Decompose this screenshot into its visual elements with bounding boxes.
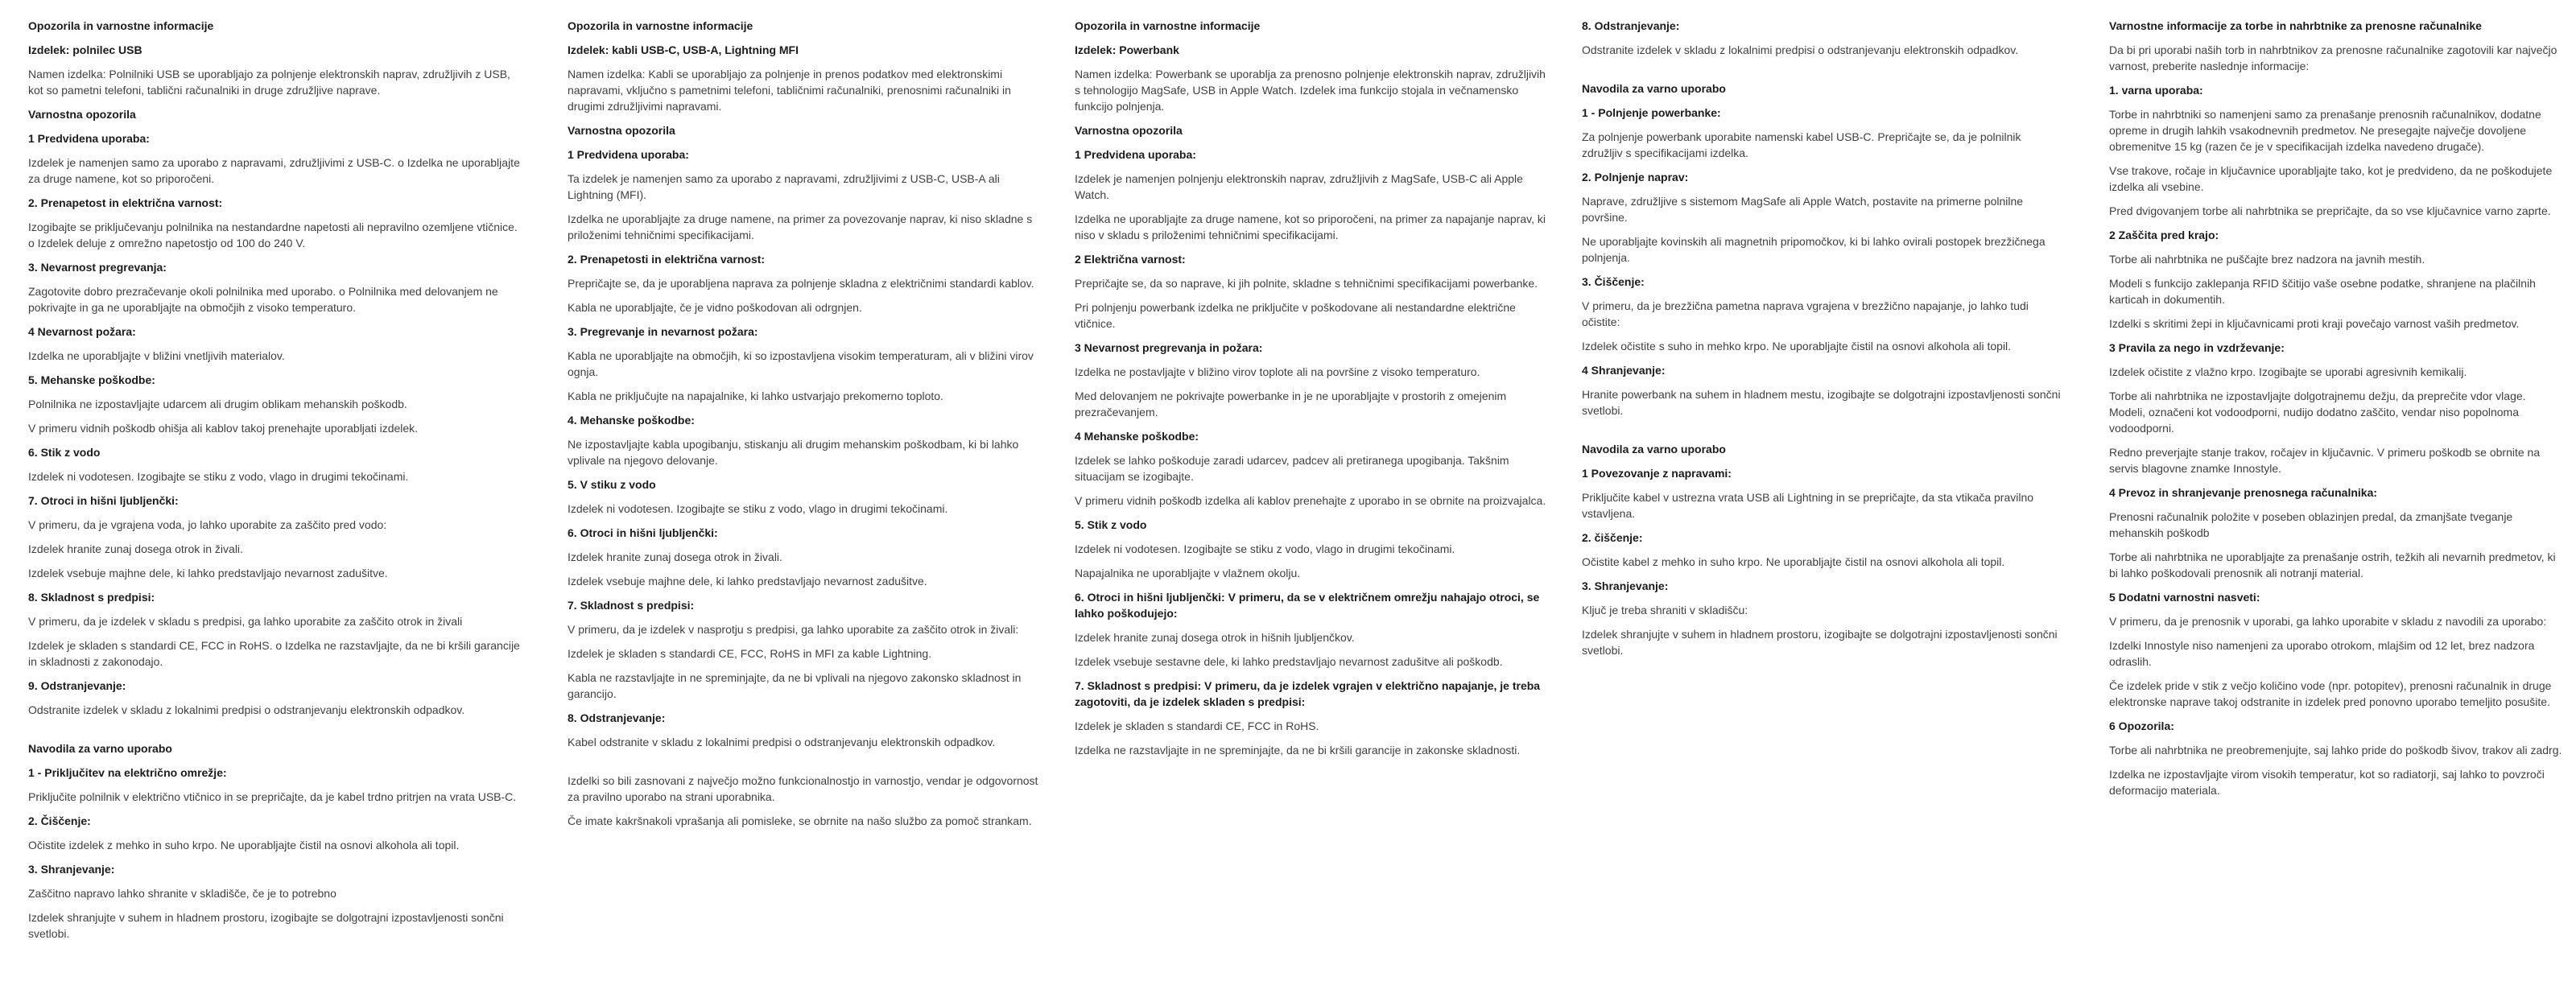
paragraph: Namen izdelka: Polnilniki USB se uporabljajo za polnjenje elektronskih naprav, združljivih z USB, kot so pametni telefoni, tablični računalniki in druge združljive naprave.: [28, 68, 510, 97]
paragraph: Odstranite izdelek v skladu z lokalnimi predpisi o odstranjevanju elektronskih odpadkov.: [28, 703, 465, 716]
section-heading: 7. Skladnost s predpisi:: [568, 599, 695, 612]
paragraph: Izdelek se lahko poškoduje zaradi udarcev, padcev ali pretiranega upogibanja. Takšnim situacijam se izogibajte.: [1075, 454, 1509, 483]
paragraph: Torbe ali nahrbtnika ne uporabljajte za prenašanje ostrih, težkih ali nevarnih predmetov, ki bi lahko poškodovali prenosnik ali notranji material.: [2109, 550, 2556, 579]
section-heading: 1 - Polnjenje powerbanke:: [1582, 106, 1721, 119]
paragraph: Kabla ne uporabljajte, če je vidno poškodovan ali odrgnjen.: [568, 301, 862, 314]
section-heading: Izdelek: kabli USB-C, USB-A, Lightning MFI: [568, 43, 799, 56]
paragraph: Kabla ne razstavljajte in ne spreminjajte, da ne bi vplivali na njegovo zakonsko skladnost in garancijo.: [568, 671, 1022, 700]
section-heading: 4. Mehanske poškodbe:: [568, 414, 695, 427]
paragraph: Zagotovite dobro prezračevanje okoli polnilnika med uporabo. o Polnilnika med delovanjem ne pokrivajte in ga ne uporabljajte na območjih z visoko temperaturo.: [28, 285, 498, 314]
paragraph: Izdelek shranjujte v suhem in hladnem prostoru, izogibajte se dolgotrajni izpostavljenosti sončni svetlobi.: [28, 911, 504, 940]
section-heading: 3 Nevarnost pregrevanja in požara:: [1075, 341, 1263, 354]
paragraph: Pred dvigovanjem torbe ali nahrbtnika se prepričajte, da so vse ključavnice varno zaprte.: [2109, 204, 2551, 217]
section-heading: 1 Predvidena uporaba:: [1075, 148, 1196, 161]
paragraph: V primeru, da je izdelek v skladu s predpisi, ga lahko uporabite za zaščito otrok in živali: [28, 615, 463, 628]
paragraph: V primeru, da je izdelek v nasprotju s predpisi, ga lahko uporabite za zaščito otrok in živali:: [568, 623, 1019, 636]
section-heading: 1 Predvidena uporaba:: [568, 148, 689, 161]
paragraph: Izdelek je namenjen samo za uporabo z napravami, združljivimi z USB-C. o Izdelka ne uporabljajte za druge namene, kot so priporočeni.: [28, 156, 520, 185]
section-heading: 8. Skladnost s predpisi:: [28, 591, 155, 604]
section-heading: 2. čiščenje:: [1582, 531, 1643, 544]
paragraph: Izdelka ne uporabljajte za druge namene, na primer za povezovanje naprav, ki niso skladne s priloženimi tehničnimi specifikacijami.: [568, 212, 1033, 241]
paragraph: Kabel odstranite v skladu z lokalnimi predpisi o odstranjevanju elektronskih odpadkov.: [568, 736, 996, 748]
paragraph: Med delovanjem ne pokrivajte powerbanke in je ne uporabljajte v prostorih z omejenim prezračevanjem.: [1075, 390, 1507, 418]
section-heading: Varnostna opozorila: [1075, 124, 1183, 137]
section-heading: 8. Odstranjevanje:: [568, 711, 666, 724]
section-heading: 4 Mehanske poškodbe:: [1075, 430, 1199, 443]
paragraph: Izdelki Innostyle niso namenjeni za uporabo otrokom, mlajšim od 12 let, brez nadzora odraslih.: [2109, 639, 2535, 668]
paragraph: Izdelka ne uporabljajte v bližini vnetljivih materialov.: [28, 349, 285, 362]
paragraph: Izdelek je skladen s standardi CE, FCC in RoHS.: [1075, 719, 1319, 732]
paragraph: V primeru, da je vgrajena voda, jo lahko uporabite za zaščito pred vodo:: [28, 518, 387, 531]
paragraph: Hranite powerbank na suhem in hladnem mestu, izogibajte se dolgotrajni izpostavljenosti sončni svetlobi.: [1582, 388, 2061, 417]
paragraph: Prepričajte se, da so naprave, ki jih polnite, skladne s tehničnimi specifikacijami powerbanke.: [1075, 277, 1538, 290]
section-heading: 2 Zaščita pred krajo:: [2109, 229, 2219, 241]
section-heading: Varnostna opozorila: [28, 108, 136, 121]
paragraph: Ključ je treba shraniti v skladišču:: [1582, 604, 1748, 616]
section-heading: 1. varna uporaba:: [2109, 84, 2203, 97]
section-heading: 3 Pravila za nego in vzdrževanje:: [2109, 341, 2285, 354]
paragraph: V primeru vidnih poškodb ohišja ali kablov takoj prenehajte uporabljati izdelek.: [28, 422, 419, 435]
column-usb-cables: [568, 18, 1041, 837]
paragraph: Naprave, združljive s sistemom MagSafe ali Apple Watch, postavite na primerne polnilne površine.: [1582, 195, 2024, 224]
paragraph: Polnilnika ne izpostavljajte udarcem ali drugim oblikam mehanskih poškodb.: [28, 398, 407, 410]
paragraph: Redno preverjajte stanje trakov, ročajev in ključavnic. V primeru poškodb se obrnite na servis blagovne znamke Innostyle.: [2109, 446, 2541, 475]
paragraph: Izdelek ni vodotesen. Izogibajte se stiku z vodo, vlago in drugimi tekočinami.: [28, 470, 409, 483]
section-heading: 3. Pregrevanje in nevarnost požara:: [568, 325, 758, 338]
paragraph: Izdelek ni vodotesen. Izogibajte se stiku z vodo, vlago in drugimi tekočinami.: [1075, 542, 1455, 555]
paragraph: Ne izpostavljajte kabla upogibanju, stiskanju ali drugim mehanskim poškodbam, ki bi lahko vplivale na njegovo delovanje.: [568, 438, 1019, 467]
paragraph: Izdelek je skladen s standardi CE, FCC in RoHS. o Izdelka ne razstavljajte, da ne bi kršili garancije in skladnosti z zakonodajo.: [28, 639, 520, 668]
paragraph: Napajalnika ne uporabljajte v vlažnem okolju.: [1075, 567, 1301, 579]
section-heading: 4 Prevoz in shranjevanje prenosnega računalnika:: [2109, 486, 2378, 499]
section-heading: 6. Stik z vodo: [28, 446, 101, 459]
paragraph: Prepričajte se, da je uporabljena naprava za polnjenje skladna z električnimi standardi kablov.: [568, 277, 1034, 290]
document-title: Opozorila in varnostne informacije: [568, 19, 753, 32]
section-heading: 1 Predvidena uporaba:: [28, 132, 150, 145]
document-title: Opozorila in varnostne informacije: [1075, 19, 1261, 32]
paragraph: Ta izdelek je namenjen samo za uporabo z napravami, združljivimi z USB-C, USB-A ali Lightning (MFI).: [568, 172, 1000, 201]
section-heading: Izdelek: Powerbank: [1075, 43, 1179, 56]
section-heading: 9. Odstranjevanje:: [28, 679, 126, 692]
paragraph: Priključite polnilnik v električno vtičnico in se prepričajte, da je kabel trdno pritrjen na vrata USB-C.: [28, 790, 517, 803]
paragraph: Prenosni računalnik položite v poseben oblazinjen predal, da zmanjšate tveganje mehanskih poškodb: [2109, 510, 2513, 539]
section-heading: 2. Prenapetost in električna varnost:: [28, 196, 223, 209]
paragraph: Očistite kabel z mehko in suho krpo. Ne uporabljajte čistil na osnovi alkohola ali topil.: [1582, 555, 2005, 568]
paragraph: V primeru, da je prenosnik v uporabi, ga lahko uporabite v skladu z navodili za uporabo:: [2109, 615, 2547, 628]
section-heading: 3. Shranjevanje:: [28, 863, 115, 876]
section-heading: 2. Polnjenje naprav:: [1582, 171, 1689, 183]
paragraph: Namen izdelka: Kabli se uporabljajo za polnjenje in prenos podatkov med elektronskimi napravami, vključno s pametnimi telefoni, tabličnimi računalniki, prenosnimi računalniki in drugimi združljivimi napravami.: [568, 68, 1011, 113]
column-laptop-bags: [2109, 18, 2562, 806]
paragraph: Priključite kabel v ustrezna vrata USB ali Lightning in se prepričajte, da sta vtikača pravilno vstavljena.: [1582, 491, 2034, 520]
paragraph: Izdelka ne uporabljajte za druge namene, kot so priporočeni, na primer za napajanje naprav, ki niso v skladu s priloženimi tehničnimi specifikacijami.: [1075, 212, 1546, 241]
paragraph: Izogibajte se priključevanju polnilnika na nestandardne napetosti ali nepravilno ozemljene vtičnice. o Izdelek deluje z omrežno napetostjo od 100 do 240 V.: [28, 221, 518, 249]
paragraph: Izdelka ne izpostavljajte virom visokih temperatur, kot so radiatorji, saj lahko to povzroči deformacijo materiala.: [2109, 768, 2545, 797]
paragraph: Izdelek očistite z vlažno krpo. Izogibajte se uporabi agresivnih kemikalij.: [2109, 365, 2467, 378]
paragraph: V primeru vidnih poškodb izdelka ali kablov prenehajte z uporabo in se obrnite na proizvajalca.: [1075, 494, 1546, 507]
paragraph: Odstranite izdelek v skladu z lokalnimi predpisi o odstranjevanju elektronskih odpadkov.: [1582, 43, 2019, 56]
section-heading: 1 - Priključitev na električno omrežje:: [28, 766, 227, 779]
paragraph: Izdelek vsebuje majhne dele, ki lahko predstavljajo nevarnost zadušitve.: [28, 567, 388, 579]
section-heading: 5. V stiku z vodo: [568, 478, 656, 491]
paragraph: Izdelek hranite zunaj dosega otrok in živali.: [28, 542, 243, 555]
paragraph: Da bi pri uporabi naših torb in nahrbtnikov za prenosne računalnike zagotovili kar največjo varnost, preberite naslednje informacije:: [2109, 43, 2557, 72]
section-heading: 2 Električna varnost:: [1075, 253, 1186, 266]
paragraph: Izdelek ni vodotesen. Izogibajte se stiku z vodo, vlago in drugimi tekočinami.: [568, 502, 948, 515]
paragraph: Zaščitno napravo lahko shranite v skladišče, če je to potrebno: [28, 887, 336, 900]
document-title: Varnostne informacije za torbe in nahrbtnike za prenosne računalnike: [2109, 19, 2482, 32]
section-heading: 7. Skladnost s predpisi: V primeru, da je izdelek vgrajen v električno napajanje, je treba zagotoviti, da je izdelek skladen s predpisi:: [1075, 679, 1541, 708]
paragraph: Torbe ali nahrbtnika ne puščajte brez nadzora na javnih mestih.: [2109, 253, 2425, 266]
section-heading: Navodila za varno uporabo: [28, 742, 172, 755]
paragraph: Namen izdelka: Powerbank se uporablja za prenosno polnjenje elektronskih naprav, združljivih s tehnologijo MagSafe, USB in Apple Watch. Izdelek ima funkcijo stojala in večnamensko funkcijo polnjenja.: [1075, 68, 1546, 113]
paragraph: Če imate kakršnakoli vprašanja ali pomisleke, se obrnite na našo službo za pomoč strankam.: [568, 814, 1032, 827]
paragraph: Izdelki so bili zasnovani z največjo možno funkcionalnostjo in varnostjo, vendar je odgovornost za pravilno uporabo na strani uporabnika.: [568, 774, 1038, 803]
section-heading: 5. Stik z vodo: [1075, 518, 1147, 531]
paragraph: Izdelek vsebuje sestavne dele, ki lahko predstavljajo nevarnost zadušitve ali poškodb.: [1075, 655, 1503, 668]
column-usb-charger: [28, 18, 525, 950]
paragraph: Izdelek je namenjen polnjenju elektronskih naprav, združljivih z MagSafe, USB-C ali Apple Watch.: [1075, 172, 1523, 201]
section-heading: Varnostna opozorila: [568, 124, 675, 137]
paragraph: V primeru, da je brezžična pametna naprava vgrajena v brezžično napajanje, jo lahko tudi očistite:: [1582, 299, 2029, 328]
section-heading: 4 Nevarnost požara:: [28, 325, 136, 338]
paragraph: Izdelka ne razstavljajte in ne spreminjajte, da ne bi kršili garancije in zakonske skladnosti.: [1075, 744, 1521, 757]
section-heading: 6. Otroci in hišni ljubljenčki:: [568, 526, 718, 539]
section-heading: 5 Dodatni varnostni nasveti:: [2109, 591, 2260, 604]
section-heading: 3. Nevarnost pregrevanja:: [28, 261, 167, 274]
paragraph: Kabla ne priključujte na napajalnike, ki lahko ustvarjajo prekomerno toploto.: [568, 390, 943, 402]
section-heading: Navodila za varno uporabo: [1582, 82, 1726, 95]
paragraph: Za polnjenje powerbank uporabite namenski kabel USB-C. Prepričajte se, da je polnilnik združljiv s specifikacijami izdelka.: [1582, 130, 2021, 159]
section-heading: 7. Otroci in hišni ljubljenčki:: [28, 494, 179, 507]
paragraph: Ne uporabljajte kovinskih ali magnetnih pripomočkov, ki bi lahko ovirali postopek brezžičnega polnjenja.: [1582, 235, 2046, 264]
paragraph: Izdelek je skladen s standardi CE, FCC, RoHS in MFI za kable Lightning.: [568, 647, 932, 660]
paragraph: Kabla ne uporabljajte na območjih, ki so izpostavljena visokim temperaturam, ali v bližini virov ognja.: [568, 349, 1034, 378]
section-heading: 5. Mehanske poškodbe:: [28, 373, 155, 386]
section-heading: 6. Otroci in hišni ljubljenčki: V primeru, da se v električnem omrežju nahajajo otroci, se lahko poškodujejo:: [1075, 591, 1540, 620]
paragraph: Modeli s funkcijo zaklepanja RFID ščitijo vaše osebne podatke, shranjene na plačilnih karticah in dokumentih.: [2109, 277, 2536, 306]
column-powerbank-usage: [1582, 18, 2062, 666]
paragraph: Izdelek vsebuje majhne dele, ki lahko predstavljajo nevarnost zadušitve.: [568, 575, 927, 588]
paragraph: Torbe ali nahrbtnika ne izpostavljajte dolgotrajnemu dežju, da preprečite vdor vlage. Modeli, označeni kot vodoodporni, nudijo dodatno zaščito, vendar niso popolnoma vodoodporni.: [2109, 390, 2526, 435]
paragraph: Pri polnjenju powerbank izdelka ne priključite v poškodovane ali nestandardne električne vtičnice.: [1075, 301, 1516, 330]
paragraph: Očistite izdelek z mehko in suho krpo. Ne uporabljajte čistil na osnovi alkohola ali topil.: [28, 839, 460, 851]
paragraph: Izdelek hranite zunaj dosega otrok in živali.: [568, 550, 782, 563]
paragraph: Če izdelek pride v stik z večjo količino vode (npr. potopitev), prenosni računalnik in druge elektronske naprave takoj odstranite in izdelek pred ponovno uporabo temeljito posušite.: [2109, 679, 2552, 708]
section-heading: 6 Opozorila:: [2109, 719, 2174, 732]
section-heading: 4 Shranjevanje:: [1582, 364, 1666, 377]
section-heading: 3. Shranjevanje:: [1582, 579, 1669, 592]
paragraph: Izdelek shranjujte v suhem in hladnem prostoru, izogibajte se dolgotrajni izpostavljenosti sončni svetlobi.: [1582, 628, 2058, 657]
paragraph: Izdelek očistite s suho in mehko krpo. Ne uporabljajte čistil na osnovi alkohola ali topil.: [1582, 340, 2012, 353]
paragraph: Izdelka ne postavljajte v bližino virov toplote ali na površine z visoko temperaturo.: [1075, 365, 1480, 378]
paragraph: Izdelek hranite zunaj dosega otrok in hišnih ljubljenčkov.: [1075, 631, 1355, 644]
paragraph: Vse trakove, ročaje in ključavnice uporabljajte tako, kot je predvideno, da ne poškodujete izdelka ali vsebine.: [2109, 164, 2553, 193]
section-heading: Izdelek: polnilec USB: [28, 43, 142, 56]
section-heading: Navodila za varno uporabo: [1582, 443, 1726, 456]
section-heading: 8. Odstranjevanje:: [1582, 19, 1680, 32]
paragraph: Torbe in nahrbtniki so namenjeni samo za prenašanje prenosnih računalnikov, dodatne opreme in drugih lahkih vsakodnevnih predmetov. Ne presegajte največje dovoljene obremenitve 15 kg (razen če je v specifikacijah izdelka navedeno drugače).: [2109, 108, 2541, 153]
section-heading: 1 Povezovanje z napravami:: [1582, 467, 1732, 480]
paragraph: Torbe ali nahrbtnika ne preobremenjujte, saj lahko pride do poškodb šivov, trakov ali zadrg.: [2109, 744, 2562, 757]
section-heading: 2. Prenapetosti in električna varnost:: [568, 253, 766, 266]
document-title: Opozorila in varnostne informacije: [28, 19, 214, 32]
column-powerbank: [1075, 18, 1548, 766]
section-heading: 3. Čiščenje:: [1582, 275, 1645, 288]
paragraph: Izdelki s skritimi žepi in ključavnicami proti kraji povečajo varnost vaših predmetov.: [2109, 317, 2520, 330]
section-heading: 2. Čiščenje:: [28, 814, 91, 827]
